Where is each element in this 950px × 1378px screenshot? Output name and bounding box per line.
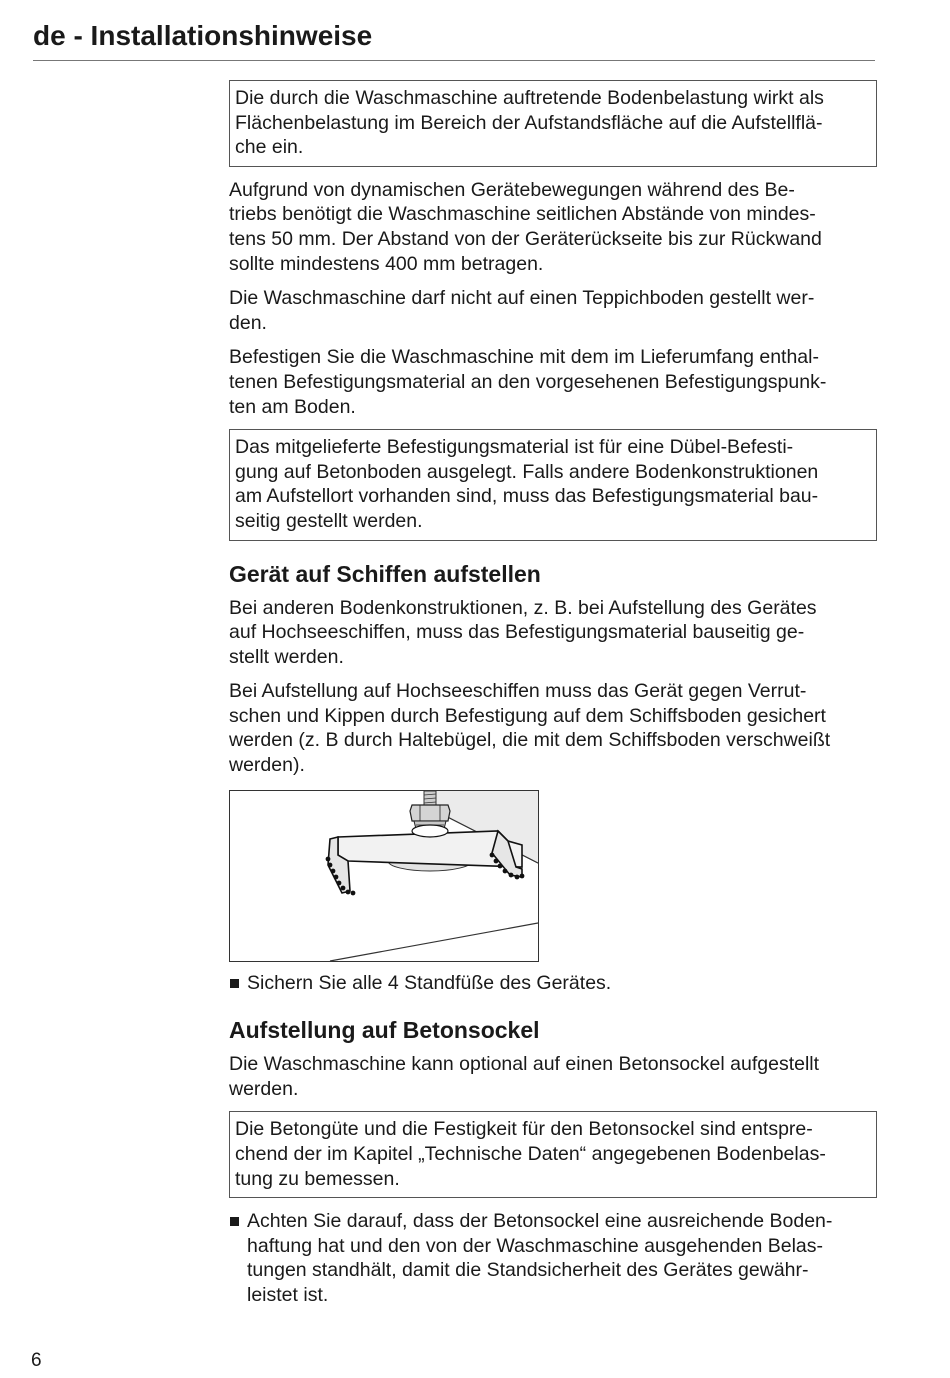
bullet-item-secure-feet	[229, 971, 877, 996]
bullet-item-plinth-adhesion	[229, 1209, 877, 1307]
text-line: schen und Kippen durch Befestigung auf dem Schiffsboden gesichert	[229, 704, 826, 727]
section-heading-concrete-plinth: Aufstellung auf Betonsockel	[229, 1017, 540, 1044]
text-line: werden.	[229, 1077, 299, 1100]
text-line: werden (z. B durch Haltebügel, die mit dem Schiffsboden verschweißt	[229, 729, 831, 752]
floor-edge-line	[330, 923, 538, 961]
text-line: sollte mindestens 400 mm betragen.	[229, 252, 544, 275]
text-line: am Aufstellort vorhanden sind, muss das Befestigungsmaterial bau-	[235, 485, 819, 508]
text-line: ten am Boden.	[229, 395, 356, 418]
bullet-square-icon	[229, 971, 247, 996]
text-line: leistet ist.	[247, 1284, 329, 1306]
text-line: Achten Sie darauf, dass der Betonsockel eine ausreichende Boden-	[247, 1210, 833, 1233]
text-line: che ein.	[235, 136, 304, 159]
bullet-square-icon	[229, 1209, 247, 1307]
text-line: stellt werden.	[229, 645, 344, 668]
text-line: tungen standhält, damit die Standsicherheit des Gerätes gewähr-	[247, 1259, 809, 1282]
hex-nut	[410, 805, 450, 821]
text-line: Die Betongüte und die Festigkeit für den Betonsockel sind entspre-	[235, 1118, 813, 1141]
paragraph-ship-floors	[229, 596, 877, 670]
text-line: Befestigen Sie die Waschmaschine mit dem im Lieferumfang enthal-	[229, 346, 819, 369]
header-divider	[33, 60, 875, 61]
text-line: Das mitgelieferte Befestigungsmaterial ist für eine Dübel-Befesti-	[235, 436, 794, 459]
text-line: Sichern Sie alle 4 Standfüße des Gerätes.	[247, 971, 612, 994]
text-line: Aufgrund von dynamischen Gerätebewegungen während des Be-	[229, 178, 795, 201]
text-line: chend der im Kapitel „Technische Daten“ angegebenen Bodenbelas-	[235, 1143, 826, 1166]
text-line: triebs benötigt die Waschmaschine seitlichen Abstände von mindes-	[229, 203, 816, 226]
main-content	[229, 80, 877, 1318]
note-box-concrete-quality	[229, 1111, 877, 1198]
paragraph-plinth-optional	[229, 1052, 877, 1101]
section-heading-ships: Gerät auf Schiffen aufstellen	[229, 560, 541, 587]
text-line: Die Waschmaschine kann optional auf einen Betonsockel aufgestellt	[229, 1053, 820, 1076]
paragraph-ship-securing	[229, 679, 877, 777]
bracket-drawing	[230, 791, 538, 961]
text-line: haftung hat und den von der Waschmaschine ausgehenden Belas-	[247, 1234, 824, 1257]
text-line: Die Waschmaschine darf nicht auf einen Teppichboden gestellt wer-	[229, 287, 815, 310]
text-line: tenen Befestigungsmaterial an den vorgesehenen Befestigungspunk-	[229, 370, 827, 393]
text-line: seitig gestellt werden.	[235, 509, 423, 532]
paragraph-fastening	[229, 345, 877, 419]
text-line: auf Hochseeschiffen, muss das Befestigungsmaterial bauseitig ge-	[229, 621, 805, 644]
text-line: gung auf Betonboden ausgelegt. Falls andere Bodenkonstruktionen	[235, 460, 819, 483]
text-line: Bei Aufstellung auf Hochseeschiffen muss das Gerät gegen Verrut-	[229, 680, 807, 703]
text-line: tung zu bemessen.	[235, 1167, 400, 1190]
text-line: Flächenbelastung im Bereich der Aufstandsfläche auf die Aufstellflä-	[235, 111, 823, 134]
note-box-floor-load	[229, 80, 877, 167]
text-line: werden).	[229, 754, 305, 777]
text-line: den.	[229, 311, 267, 334]
retaining-bracket-illustration	[229, 790, 539, 962]
text-line: tens 50 mm. Der Abstand von der Geräterückseite bis zur Rückwand	[229, 227, 822, 250]
page-title: de - Installationshinweise	[33, 20, 373, 51]
paragraph-clearance	[229, 178, 877, 276]
note-box-fastening-material	[229, 429, 877, 540]
paragraph-carpet	[229, 286, 877, 335]
text-line: Die durch die Waschmaschine auftretende Bodenbelastung wirkt als	[235, 87, 824, 109]
text-line: Bei anderen Bodenkonstruktionen, z. B. bei Aufstellung des Gerätes	[229, 596, 817, 619]
page-number: 6	[31, 1350, 42, 1371]
